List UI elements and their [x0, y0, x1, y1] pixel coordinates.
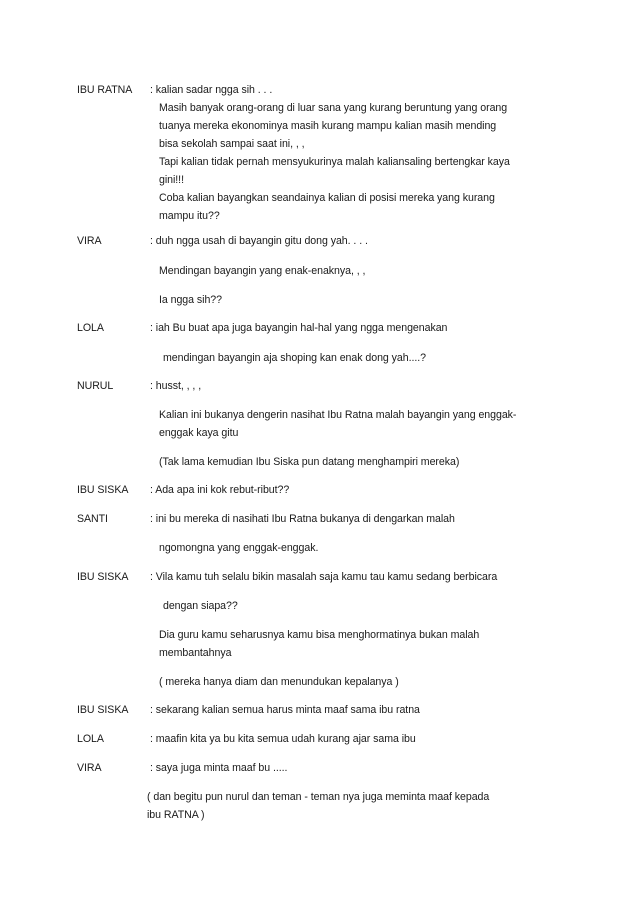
dialogue-line: dengan siapa?? — [163, 600, 238, 612]
stage-direction: ( mereka hanya diam dan menundukan kepalanya ) — [159, 676, 399, 688]
speaker-name: IBU SISKA — [77, 571, 129, 583]
dialogue-line: : husst, , , , — [150, 380, 202, 392]
dialogue-line: Tapi kalian tidak pernah mensyukurinya malah kaliansaling bertengkar kaya — [159, 156, 510, 168]
speaker-name: NURUL — [77, 380, 114, 392]
speaker-name: LOLA — [77, 733, 104, 745]
dialogue-line: gini!!! — [159, 174, 184, 186]
dialogue-line: : Ada apa ini kok rebut-ribut?? — [150, 484, 290, 496]
dialogue-line: Coba kalian bayangkan seandainya kalian di posisi mereka yang kurang — [159, 192, 495, 204]
speaker-name: LOLA — [77, 322, 104, 334]
dialogue-line: Kalian ini bukanya dengerin nasihat Ibu Ratna malah bayangin yang enggak- — [159, 409, 517, 421]
speaker-name: SANTI — [77, 513, 108, 525]
speaker-name: IBU SISKA — [77, 484, 129, 496]
dialogue-line: : iah Bu buat apa juga bayangin hal-hal yang ngga mengenakan — [150, 322, 448, 334]
dialogue-line: ngomongna yang enggak-enggak. — [159, 542, 319, 554]
dialogue-line: tuanya mereka ekonominya masih kurang mampu kalian masih mending — [159, 120, 497, 132]
speaker-name: VIRA — [77, 762, 102, 774]
dialogue-line: : maafin kita ya bu kita semua udah kurang ajar sama ibu — [150, 733, 416, 745]
speaker-name: IBU RATNA — [77, 84, 133, 96]
dialogue-line: : saya juga minta maaf bu ..... — [150, 762, 288, 774]
dialogue-line: mendingan bayangin aja shoping kan enak dong yah....? — [163, 352, 426, 364]
stage-direction: ( dan begitu pun nurul dan teman - teman nya juga meminta maaf kepada — [147, 791, 490, 803]
dialogue-line: Ia ngga sih?? — [159, 294, 222, 306]
dialogue-line: : kalian sadar ngga sih . . . — [150, 84, 273, 96]
dialogue-line: : sekarang kalian semua harus minta maaf sama ibu ratna — [150, 704, 420, 716]
dialogue-line: : duh ngga usah di bayangin gitu dong yah. . . . — [150, 235, 368, 247]
dialogue-line: membantahnya — [159, 647, 232, 659]
speaker-name: IBU SISKA — [77, 704, 129, 716]
dialogue-line: : ini bu mereka di nasihati Ibu Ratna bukanya di dengarkan malah — [150, 513, 455, 525]
stage-direction: (Tak lama kemudian Ibu Siska pun datang menghampiri mereka) — [159, 456, 460, 468]
dialogue-line: : Vila kamu tuh selalu bikin masalah saja kamu tau kamu sedang berbicara — [150, 571, 498, 583]
dialogue-line: Dia guru kamu seharusnya kamu bisa menghormatinya bukan malah — [159, 629, 480, 641]
speaker-name: VIRA — [77, 235, 102, 247]
stage-direction: ibu RATNA ) — [147, 809, 205, 821]
dialogue-line: mampu itu?? — [159, 210, 220, 222]
dialogue-line: bisa sekolah sampai saat ini, , , — [159, 138, 305, 150]
dialogue-line: Mendingan bayangin yang enak-enaknya, , , — [159, 265, 366, 277]
dialogue-line: enggak kaya gitu — [159, 427, 239, 439]
dialogue-line: Masih banyak orang-orang di luar sana yang kurang beruntung yang orang — [159, 102, 508, 114]
